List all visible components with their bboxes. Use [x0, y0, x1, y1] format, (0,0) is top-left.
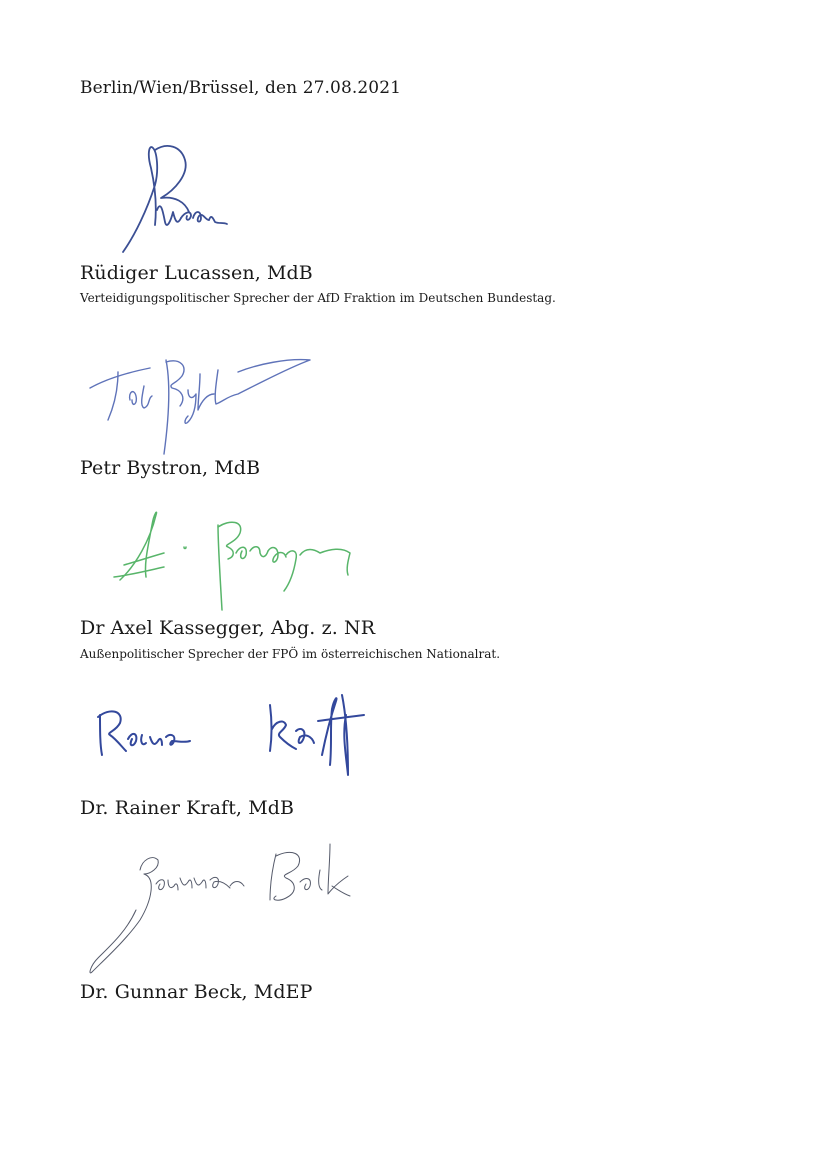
signature-lucassen — [115, 140, 245, 255]
signatory-name-lucassen: Rüdiger Lucassen, MdB — [80, 262, 313, 284]
signatory-role-lucassen: Verteidigungspolitischer Sprecher der AfD Fraktion im Deutschen Bundestag. — [80, 291, 556, 305]
signatory-name-bystron: Petr Bystron, MdB — [80, 457, 261, 479]
signature-kassegger — [110, 505, 360, 615]
place-date-line: Berlin/Wien/Brüssel, den 27.08.2021 — [80, 78, 402, 98]
signatory-name-beck: Dr. Gunnar Beck, MdEP — [80, 981, 313, 1003]
signature-beck — [80, 840, 360, 980]
signature-bystron — [88, 350, 313, 460]
signatory-name-kraft: Dr. Rainer Kraft, MdB — [80, 797, 295, 819]
signature-kraft — [92, 685, 382, 780]
signatory-role-kassegger: Außenpolitischer Sprecher der FPÖ im österreichischen Nationalrat. — [80, 647, 501, 661]
signatory-name-kassegger: Dr Axel Kassegger, Abg. z. NR — [80, 617, 376, 639]
